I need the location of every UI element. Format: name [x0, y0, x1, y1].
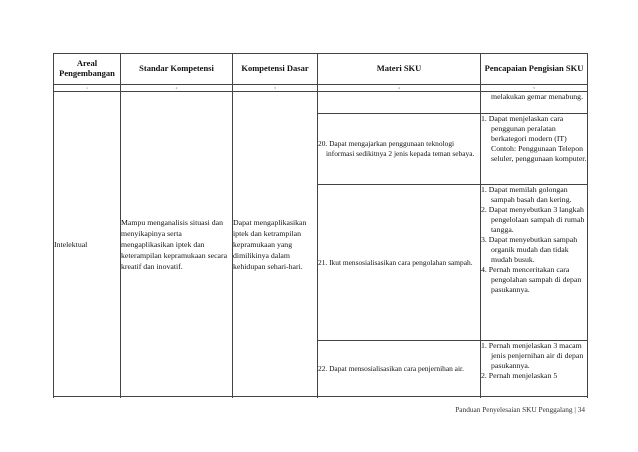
column-number: 1 [54, 85, 121, 92]
column-number: 3 [233, 85, 318, 92]
page-footer [455, 405, 585, 414]
materi-cell [318, 341, 481, 397]
capaian-item: 1. Dapat memilah golongan sampah basah dan kering. [481, 185, 572, 204]
header-standar: Standar Kompetensi [121, 54, 233, 85]
capaian-item: 2. Dapat menyebutkan 3 langkah pengelolaan sampah di rumah tangga. [481, 205, 585, 234]
kompetensi-dasar-cell: Dapat mengaplikasikan iptek dan ketrampilan kepramukaan yang dimilikinya dalam kehidupan sehari-hari. [233, 92, 318, 397]
capaian-item: 3. Dapat menyebutkan sampah organik mudah dan tidak mudah busuk. [481, 235, 578, 264]
column-number-row [54, 85, 588, 92]
capaian-continued-text: melakukan gemar menabung. [491, 92, 584, 101]
document-page [53, 53, 587, 397]
materi-item: 21. Ikut mensosialisasikan cara pengolahan sampah. [318, 257, 473, 267]
column-number: 2 [121, 85, 233, 92]
materi-cell [318, 114, 481, 185]
header-area: Areal Pengembangan [54, 54, 121, 85]
materi-cell [318, 185, 481, 341]
materi-item: 20. Dapat mengajarkan penggunaan teknologi informasi sedikitnya 2 jenis kepada teman sebaya. [318, 139, 475, 158]
capaian-continued-cell [481, 92, 588, 114]
footer-text: Panduan Penyelesaian SKU Penggalang | [455, 405, 578, 414]
capaian-cell [481, 185, 588, 341]
header-capaian: Pencapaian Pengisian SKU [481, 54, 588, 85]
column-number: 4 [318, 85, 481, 92]
sku-table [53, 53, 588, 397]
standar-kompetensi-cell: Mampu menganalisis situasi dan menyikapinya serta mengaplikasikan iptek dan keterampilan kepramukaan secara kreatif dan inovatif. [121, 92, 233, 397]
area-cell: Intelektual [54, 92, 121, 397]
capaian-item: 1. Pernah menjelaskan 3 macam jenis penjernihan air di depan pasukannya. [481, 341, 584, 370]
capaian-item: 1. Dapat menjelaskan cara penggunan peralatan berkategori modern (IT) Contoh: Penggunaan Telepon seluler, penggunaan komputer. [481, 114, 587, 163]
header-row [54, 54, 588, 85]
column-number: 5 [481, 85, 588, 92]
capaian-item: 2. Pernah menjelaskan 5 [481, 371, 558, 380]
capaian-item: 4. Pernah menceritakan cara pengolahan sampah di depan pasukannya. [481, 265, 582, 294]
header-kd: Kompetensi Dasar [233, 54, 318, 85]
page-number: 34 [577, 405, 585, 414]
header-materi: Materi SKU [318, 54, 481, 85]
table-row [54, 92, 588, 114]
capaian-cell [481, 114, 588, 185]
materi-cell-empty [318, 92, 481, 114]
capaian-cell [481, 341, 588, 397]
materi-item: 22. Dapat mensosialisasikan cara penjernihan air. [318, 363, 464, 373]
